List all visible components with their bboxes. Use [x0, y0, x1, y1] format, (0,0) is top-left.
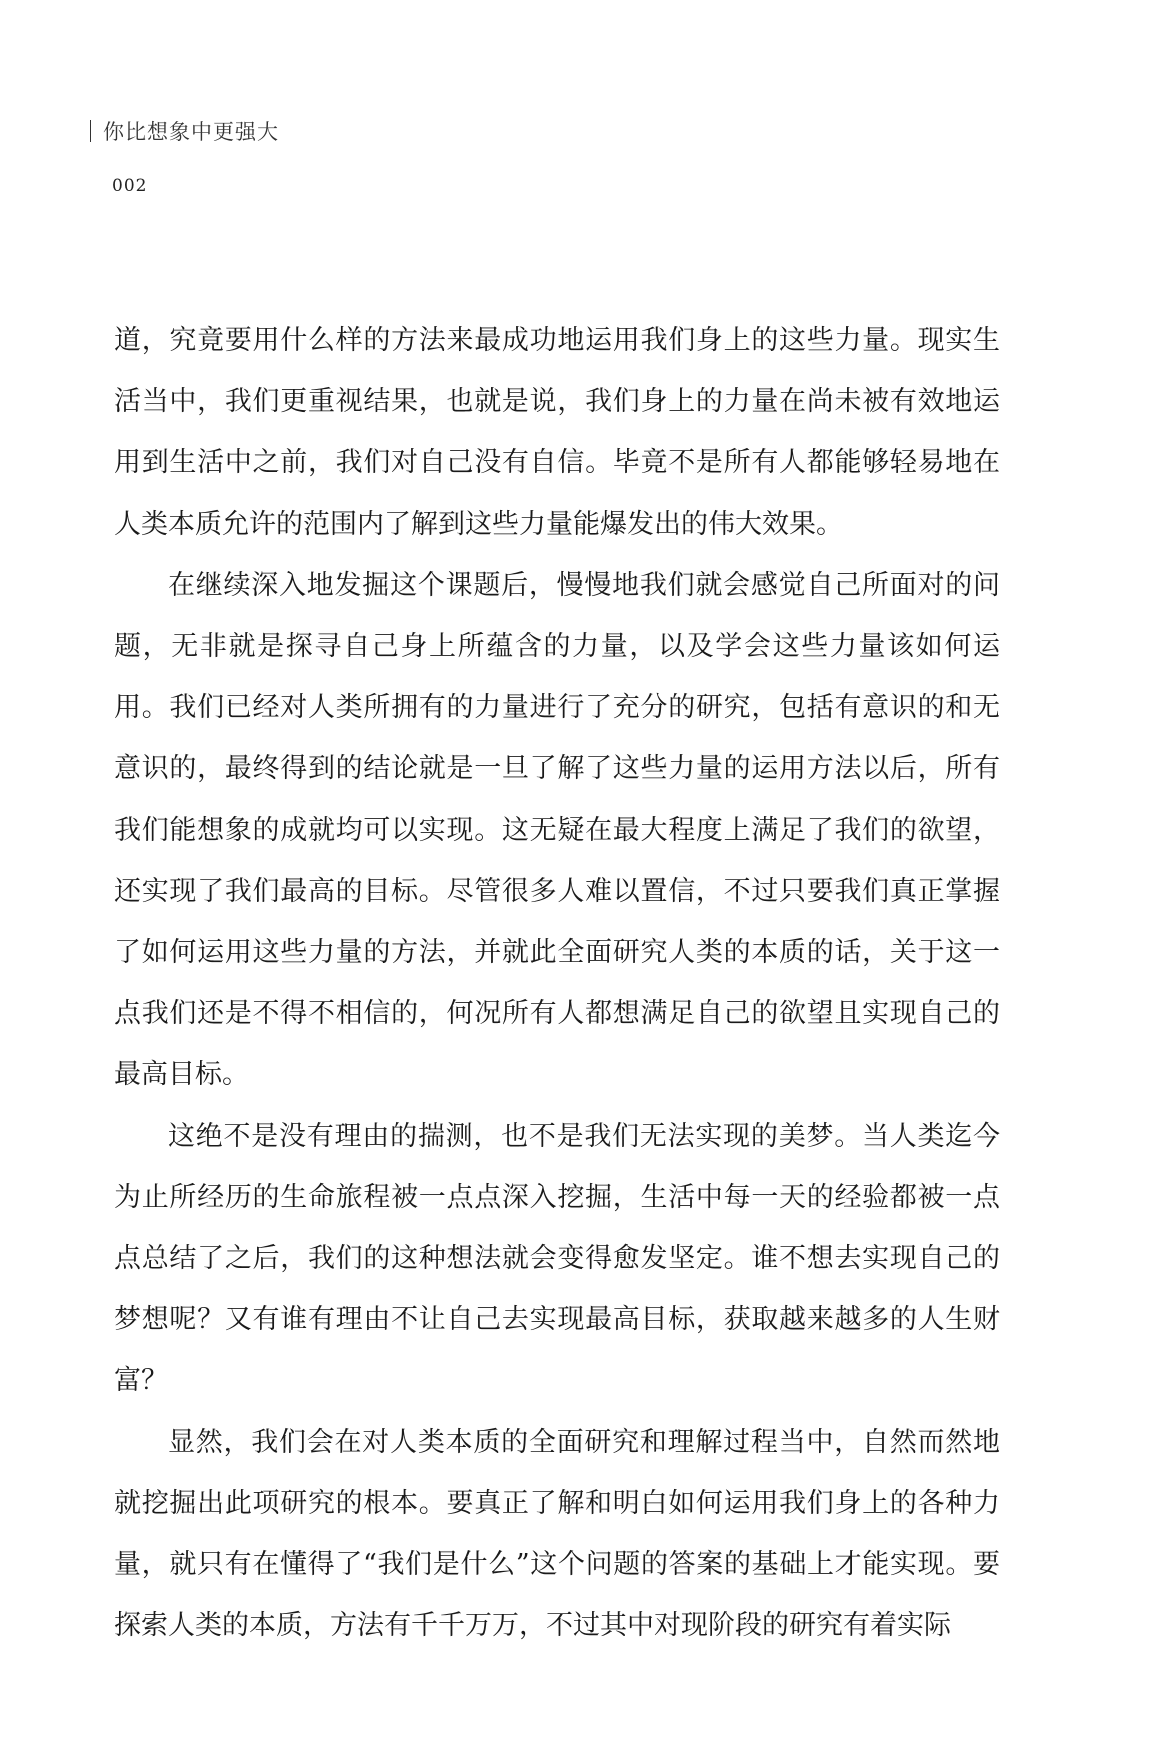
body-text [114, 310, 1000, 1656]
header-divider [90, 120, 91, 142]
running-header [90, 116, 279, 146]
paragraph: 这绝不是没有理由的揣测，也不是我们无法实现的美梦。当人类迄今为止所经历的生命旅程被一点点深入挖掘，生活中每一天的经验都被一点点总结了之后，我们的这种想法就会变得愈发坚定。谁不想去实现自己的梦想呢？又有谁有理由不让自己去实现最高目标，获取越来越多的人生财富？ [114, 1120, 1000, 1397]
paragraph: 道，究竟要用什么样的方法来最成功地运用我们身上的这些力量。现实生活当中，我们更重视结果，也就是说，我们身上的力量在尚未被有效地运用到生活中之前，我们对自己没有自信。毕竟不是所有人都能够轻易地在人类本质允许的范围内了解到这些力量能爆发出的伟大效果。 [114, 325, 1000, 540]
book-title: 你比想象中更强大 [103, 120, 279, 144]
paragraph: 在继续深入地发掘这个课题后，慢慢地我们就会感觉自己所面对的问题，无非就是探寻自己身上所蕴含的力量，以及学会这些力量该如何运用。我们已经对人类所拥有的力量进行了充分的研究，包括有意识的和无意识的，最终得到的结论就是一旦了解了这些力量的运用方法以后，所有我们能想象的成就均可以实现。这无疑在最大程度上满足了我们的欲望，还实现了我们最高的目标。尽管很多人难以置信，不过只要我们真正掌握了如何运用这些力量的方法，并就此全面研究人类的本质的话，关于这一点我们还是不得不相信的，何况所有人都想满足自己的欲望且实现自己的最高目标。 [114, 569, 1000, 1091]
page-number: 002 [112, 176, 148, 196]
paragraph: 显然，我们会在对人类本质的全面研究和理解过程当中，自然而然地就挖掘出此项研究的根本。要真正了解和明白如何运用我们身上的各种力量，就只有在懂得了“我们是什么”这个问题的答案的基础上才能实现。要探索人类的本质，方法有千千万万，不过其中对现阶段的研究有着实际 [114, 1426, 1000, 1642]
